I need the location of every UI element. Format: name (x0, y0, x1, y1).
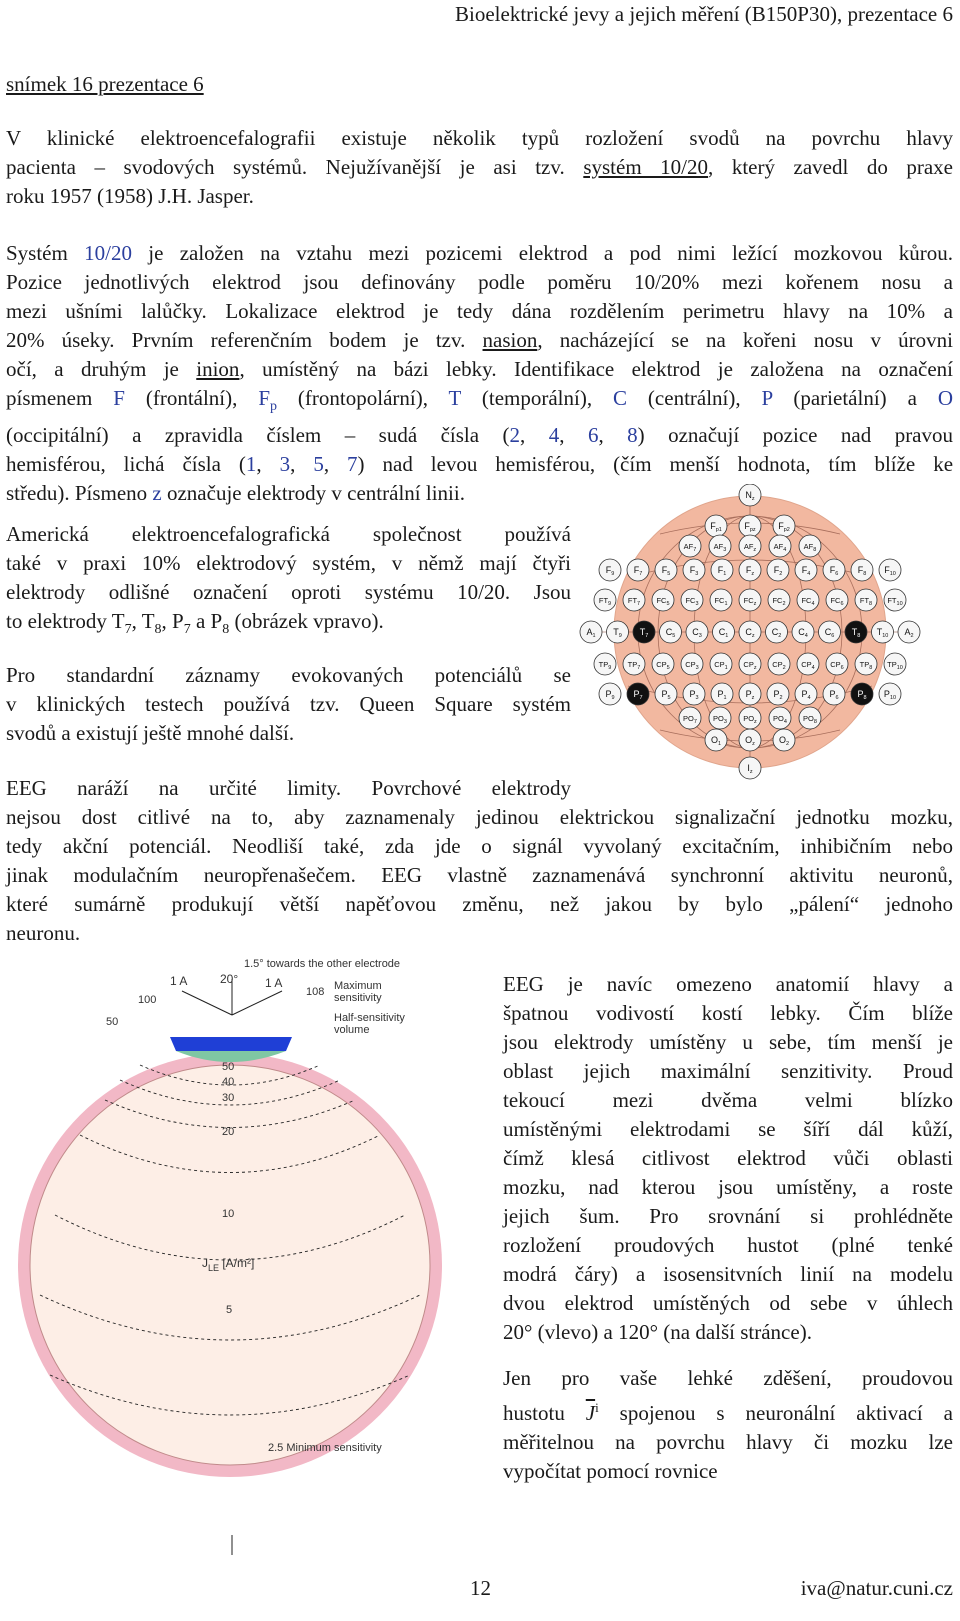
electrode-label: $P_4$ (801, 689, 811, 701)
label-current-density: $J_{LE}$ [A/m²] (202, 1256, 255, 1273)
text-line: Americká elektroencefalografická společnost používá (6, 522, 571, 546)
electrode-label: $FT_9$ (598, 596, 612, 607)
label-towards-other-electrode: 1.5° towards the other electrode (244, 958, 401, 970)
label-angle: 20° (220, 972, 239, 986)
text-line: EEG naráží na určité limity. Povrchové elektrody (6, 776, 571, 800)
text-line: hemisférou, lichá čísla (1, 3, 5, 7) nad levou hemisférou, (čím menší hodnota, tím blíže ke (6, 452, 954, 477)
text-line: také v praxi 10% elektrodový systém, v němž mají čtyři (6, 551, 571, 575)
text-line: měřitelnou na povrchu hlavy či mozku lze (503, 1430, 953, 1454)
text-line: umístěnými elektrodami se šíří dál kůží, (503, 1117, 953, 1141)
contour-label: 30 (222, 1092, 235, 1104)
electrode-label: $CP_5$ (656, 660, 670, 671)
electrode-label: $P_7$ (633, 689, 643, 701)
label-minimum-sensitivity: 2.5 Minimum sensitivity (268, 1442, 382, 1454)
electrode-label: $O_2$ (778, 735, 790, 747)
text-line: v klinických testech používá tzv. Queen Square systém (6, 692, 571, 716)
electrode-label: $CP_z$ (743, 660, 757, 671)
electrode-label: $AF_z$ (743, 542, 757, 553)
term-inion[interactable]: inion (196, 357, 240, 381)
electrode-label: $P_5$ (661, 689, 671, 701)
electrode-label: $F_5$ (661, 565, 671, 577)
electrode-label: $CP_1$ (714, 660, 728, 671)
contour-label: 40 (222, 1076, 235, 1088)
electrode-label: $O_z$ (745, 735, 755, 747)
electrode-label: $C_6$ (824, 627, 835, 639)
electrode-label: $C_5$ (665, 627, 676, 639)
electrode-label: $TP_7$ (627, 660, 641, 671)
label-maximum: Maximum (334, 980, 382, 992)
label-100: 100 (138, 994, 157, 1006)
electrode-label: $PO_4$ (773, 714, 787, 725)
electrode-label: $A_1$ (586, 627, 596, 639)
text-line: hustotu $\overline{J}^i$ spojenou s neuronální aktivací a (503, 1400, 953, 1425)
electrode-label: $C_4$ (798, 627, 808, 639)
electrode-label: $P_1$ (717, 689, 727, 701)
electrode-label: $F_6$ (829, 565, 839, 577)
term-nasion[interactable]: nasion (482, 328, 538, 352)
electrode-label: $F_1$ (717, 565, 727, 577)
electrode-label: $FC_z$ (743, 596, 757, 607)
label-half-sensitivity: Half-sensitivity (334, 1012, 405, 1024)
text-line: tekoucí mezi dvěma velmi blízko (503, 1088, 953, 1112)
text-line: EEG je navíc omezeno anatomií hlavy a (503, 972, 953, 996)
paragraph-eeg-limits-start (6, 774, 571, 803)
label-current-left: 1 A (170, 974, 188, 988)
text-line: pacienta – svodových systémů. Nejužívanější je asi tzv. systém 10/20, který zavedl do praxe (6, 155, 954, 179)
electrode-label: $P_z$ (745, 689, 755, 701)
paragraph-current-density (503, 1364, 953, 1486)
electrode-iz (739, 757, 761, 779)
electrode-label: $F_7$ (633, 565, 643, 577)
electrode-label: $FT_8$ (859, 596, 873, 607)
contour-label: 50 (222, 1061, 235, 1073)
text-line: Jen pro vaše lehké zděšení, proudovou (503, 1366, 953, 1390)
text-line: dvou elektrod umístěných od sebe v úhlech (503, 1291, 953, 1315)
electrode-label: $FC_5$ (656, 596, 670, 607)
label-50: 50 (106, 1016, 119, 1028)
maximum-sensitivity-region (170, 1037, 292, 1051)
text-line: mezi ušními lalůčky. Lokalizace elektrod je tedy dána rozdělením perimetru hlavy na 10% a (6, 299, 953, 323)
electrode-label: $F_z$ (745, 565, 755, 577)
text-line: elektrody odlišné označení oproti systému 10/20. Jsou (6, 580, 571, 604)
electrode-label: $P_9$ (605, 689, 615, 701)
electrode-label: $PO_z$ (743, 714, 757, 725)
author-email[interactable]: iva@natur.cuni.cz (800, 1576, 953, 1600)
electrode-label: $F_{10}$ (884, 565, 896, 577)
text-line: V klinické elektroencefalografii existuje několik typů rozložení svodů na povrchu hlavy (6, 126, 953, 150)
text-line: jsou elektrody umístěny u sebe, tím menší je (503, 1030, 953, 1054)
electrode-label: $AF_7$ (683, 542, 697, 553)
electrode-label: $CP_6$ (830, 660, 844, 671)
electrode-f10 (879, 559, 901, 581)
electrode-label: $F_8$ (857, 565, 867, 577)
label-108: 108 (306, 986, 325, 998)
text-line: 20° (vlevo) a 120° (na další stránce). (503, 1320, 812, 1344)
text-line: (occipitální) a zpravidla číslem – sudá čísla (2, 4, 6, 8) označují pozice nad pravou (6, 423, 954, 448)
electrode-label: $P_8$ (857, 689, 867, 701)
current-density-symbol: $\overline{J}$ (585, 1401, 596, 1425)
contour-label: 10 (222, 1208, 235, 1220)
text-line: špatnou vodivostí kostí lebky. Čím blíže (503, 1001, 953, 1025)
label-sensitivity: sensitivity (334, 992, 382, 1004)
electrode-fp1 (705, 515, 727, 537)
electrode-label: $O_1$ (710, 735, 722, 747)
electrode-label: $FC_1$ (714, 596, 728, 607)
label-current-right: 1 A (265, 976, 283, 990)
electrode-label: $P_3$ (689, 689, 699, 701)
sensitivity-model-figure (10, 955, 480, 1570)
text-line: Pozice jednotlivých elektrod jsou definovány podle poměru 10/20% mezi kořenem nosu a (6, 270, 953, 294)
text-line: modrá čáry) a isosensitvních linií na modelu (503, 1262, 953, 1286)
electrode-label: $PO_8$ (803, 714, 817, 725)
text-line: nejsou dost citlivé na to, aby zaznamenaly jedinou elektrickou signalizační jednotku mozku, (6, 805, 953, 829)
electrode-label: $T_8$ (851, 627, 861, 639)
electrode-label: $C_z$ (745, 627, 755, 639)
label-volume: volume (334, 1024, 370, 1036)
electrode-label: $TP_8$ (859, 660, 873, 671)
text-line: jinak modulačním neuropřenašečem. EEG vlastně zaznamenává synchronní aktivitu neuronů, (6, 863, 953, 887)
electrode-label: $F_{p1}$ (710, 521, 722, 533)
electrode-label: $P_6$ (829, 689, 839, 701)
electrode-label: $C_3$ (692, 627, 702, 639)
text-line: vypočítat pomocí rovnice (503, 1459, 718, 1483)
page-number: 12 (470, 1576, 491, 1600)
paragraph-american-system (6, 520, 571, 644)
electrode-label: $FT_7$ (627, 596, 641, 607)
text-line: středu). Písmeno z označuje elektrody v centrální linii. (6, 481, 465, 506)
slide-reference-link[interactable]: snímek 16 prezentace 6 (6, 72, 204, 96)
electrode-label: $PO_7$ (683, 714, 697, 725)
electrode-label: $C_1$ (718, 627, 729, 639)
text-line: rozložení proudových hustot (plné tenké (503, 1233, 953, 1257)
electrode-label: $I_z$ (747, 763, 753, 775)
electrode-label: $TP_9$ (598, 660, 612, 671)
electrode-label: $FC_2$ (772, 596, 786, 607)
electrode-p10 (879, 683, 901, 705)
contour-label: 20 (222, 1126, 235, 1138)
electrode-label: $T_9$ (613, 627, 622, 639)
electrode-label: $CP_4$ (801, 660, 815, 671)
text-line: písmenem F (frontální), $F_p$ (frontopolární), T (temporální), C (centrální), P (parietální) a O (6, 386, 953, 415)
electrode-label: $TP_{10}$ (887, 660, 903, 671)
electrode-label: $CP_2$ (772, 660, 786, 671)
electrode-label: $A_2$ (904, 627, 914, 639)
text-line: oblast jejich maximální senzitivity. Proud (503, 1059, 953, 1083)
electrode-label: $P_{10}$ (883, 689, 897, 701)
electrode-label: $F_3$ (689, 565, 699, 577)
text-line: 20% úseky. Prvním referenčním bodem je tzv. nasion, nacházející se na kořeni nosu v úrovni (6, 328, 954, 352)
text-line: tedy akční potenciál. Neodliší také, zda jde o signál vyvolaný excitačním, inhibičním nebo (6, 834, 953, 858)
electrode-label: $FC_4$ (801, 596, 815, 607)
text-line: jejich šum. Pro srovnání si prohlédněte (503, 1204, 953, 1228)
text-line: svodů a existují ještě mnohé další. (6, 721, 295, 745)
term-system-1020[interactable]: systém 10/20 (583, 155, 709, 179)
electrode-label: $C_2$ (771, 627, 782, 639)
paragraph-system-description (6, 239, 953, 508)
electrode-label: $F_{pz}$ (744, 521, 756, 533)
text-line: čímž klesá citlivost elektrod vůči oblasti (503, 1146, 953, 1170)
electrode-label: $T_7$ (639, 627, 649, 639)
text-line: Systém 10/20 je založen na vztahu mezi pozicemi elektrod a pod nimi ležící mozkovou kůrou. (6, 241, 953, 265)
contour-label: 5 (226, 1304, 233, 1316)
electrode-label: $F_4$ (801, 565, 811, 577)
text-line: to elektrody $T_7$, $T_8$, $P_7$ a $P_8$ (obrázek vpravo). (6, 609, 384, 638)
electrode-label: $F_2$ (773, 565, 783, 577)
paragraph-intro (6, 124, 953, 211)
electrode-label: $FC_6$ (830, 596, 844, 607)
electrode-label: $T_{10}$ (876, 627, 889, 639)
text-line: mozku, nad kterou jsou umístěny, a roste (503, 1175, 953, 1199)
electrode-label: $AF_3$ (713, 542, 727, 553)
text-line: Pro standardní záznamy evokovaných potenciálů se (6, 663, 571, 687)
paragraph-eeg-limits (6, 803, 953, 948)
electrode-label: $F_{p2}$ (778, 521, 790, 533)
electrode-label: $FC_3$ (685, 596, 699, 607)
electrode-label: $FT_{10}$ (887, 596, 903, 607)
electrode-t10 (872, 621, 894, 643)
electrode-fpz (739, 515, 761, 537)
electrode-label: $CP_3$ (685, 660, 699, 671)
paragraph-queen-square (6, 661, 571, 748)
electrode-label: $PO_3$ (713, 714, 727, 725)
electrode-label: $AF_8$ (803, 542, 817, 553)
electrode-fp2 (773, 515, 795, 537)
text-line: očí, a druhým je inion, umístěný na bázi lebky. Identifikace elektrod je založena na označení (6, 357, 953, 381)
text-line: roku 1957 (1958) J.H. Jasper. (6, 184, 254, 208)
electrode-label: $AF_4$ (773, 542, 787, 553)
text-line: které sumárně produkují větší napěťovou změnu, než jakou by bylo „pálení“ jednoho (6, 892, 953, 916)
paragraph-anatomy-limits (503, 970, 953, 1347)
electrode-label: $N_z$ (745, 490, 755, 502)
electrode-label: $P_2$ (773, 689, 783, 701)
electrode-label: $F_9$ (605, 565, 615, 577)
electrode-placement-diagram (572, 484, 932, 784)
document-header: Bioelektrické jevy a jejich měření (B150P30), prezentace 6 (455, 2, 953, 26)
text-line: neuronu. (6, 921, 81, 945)
